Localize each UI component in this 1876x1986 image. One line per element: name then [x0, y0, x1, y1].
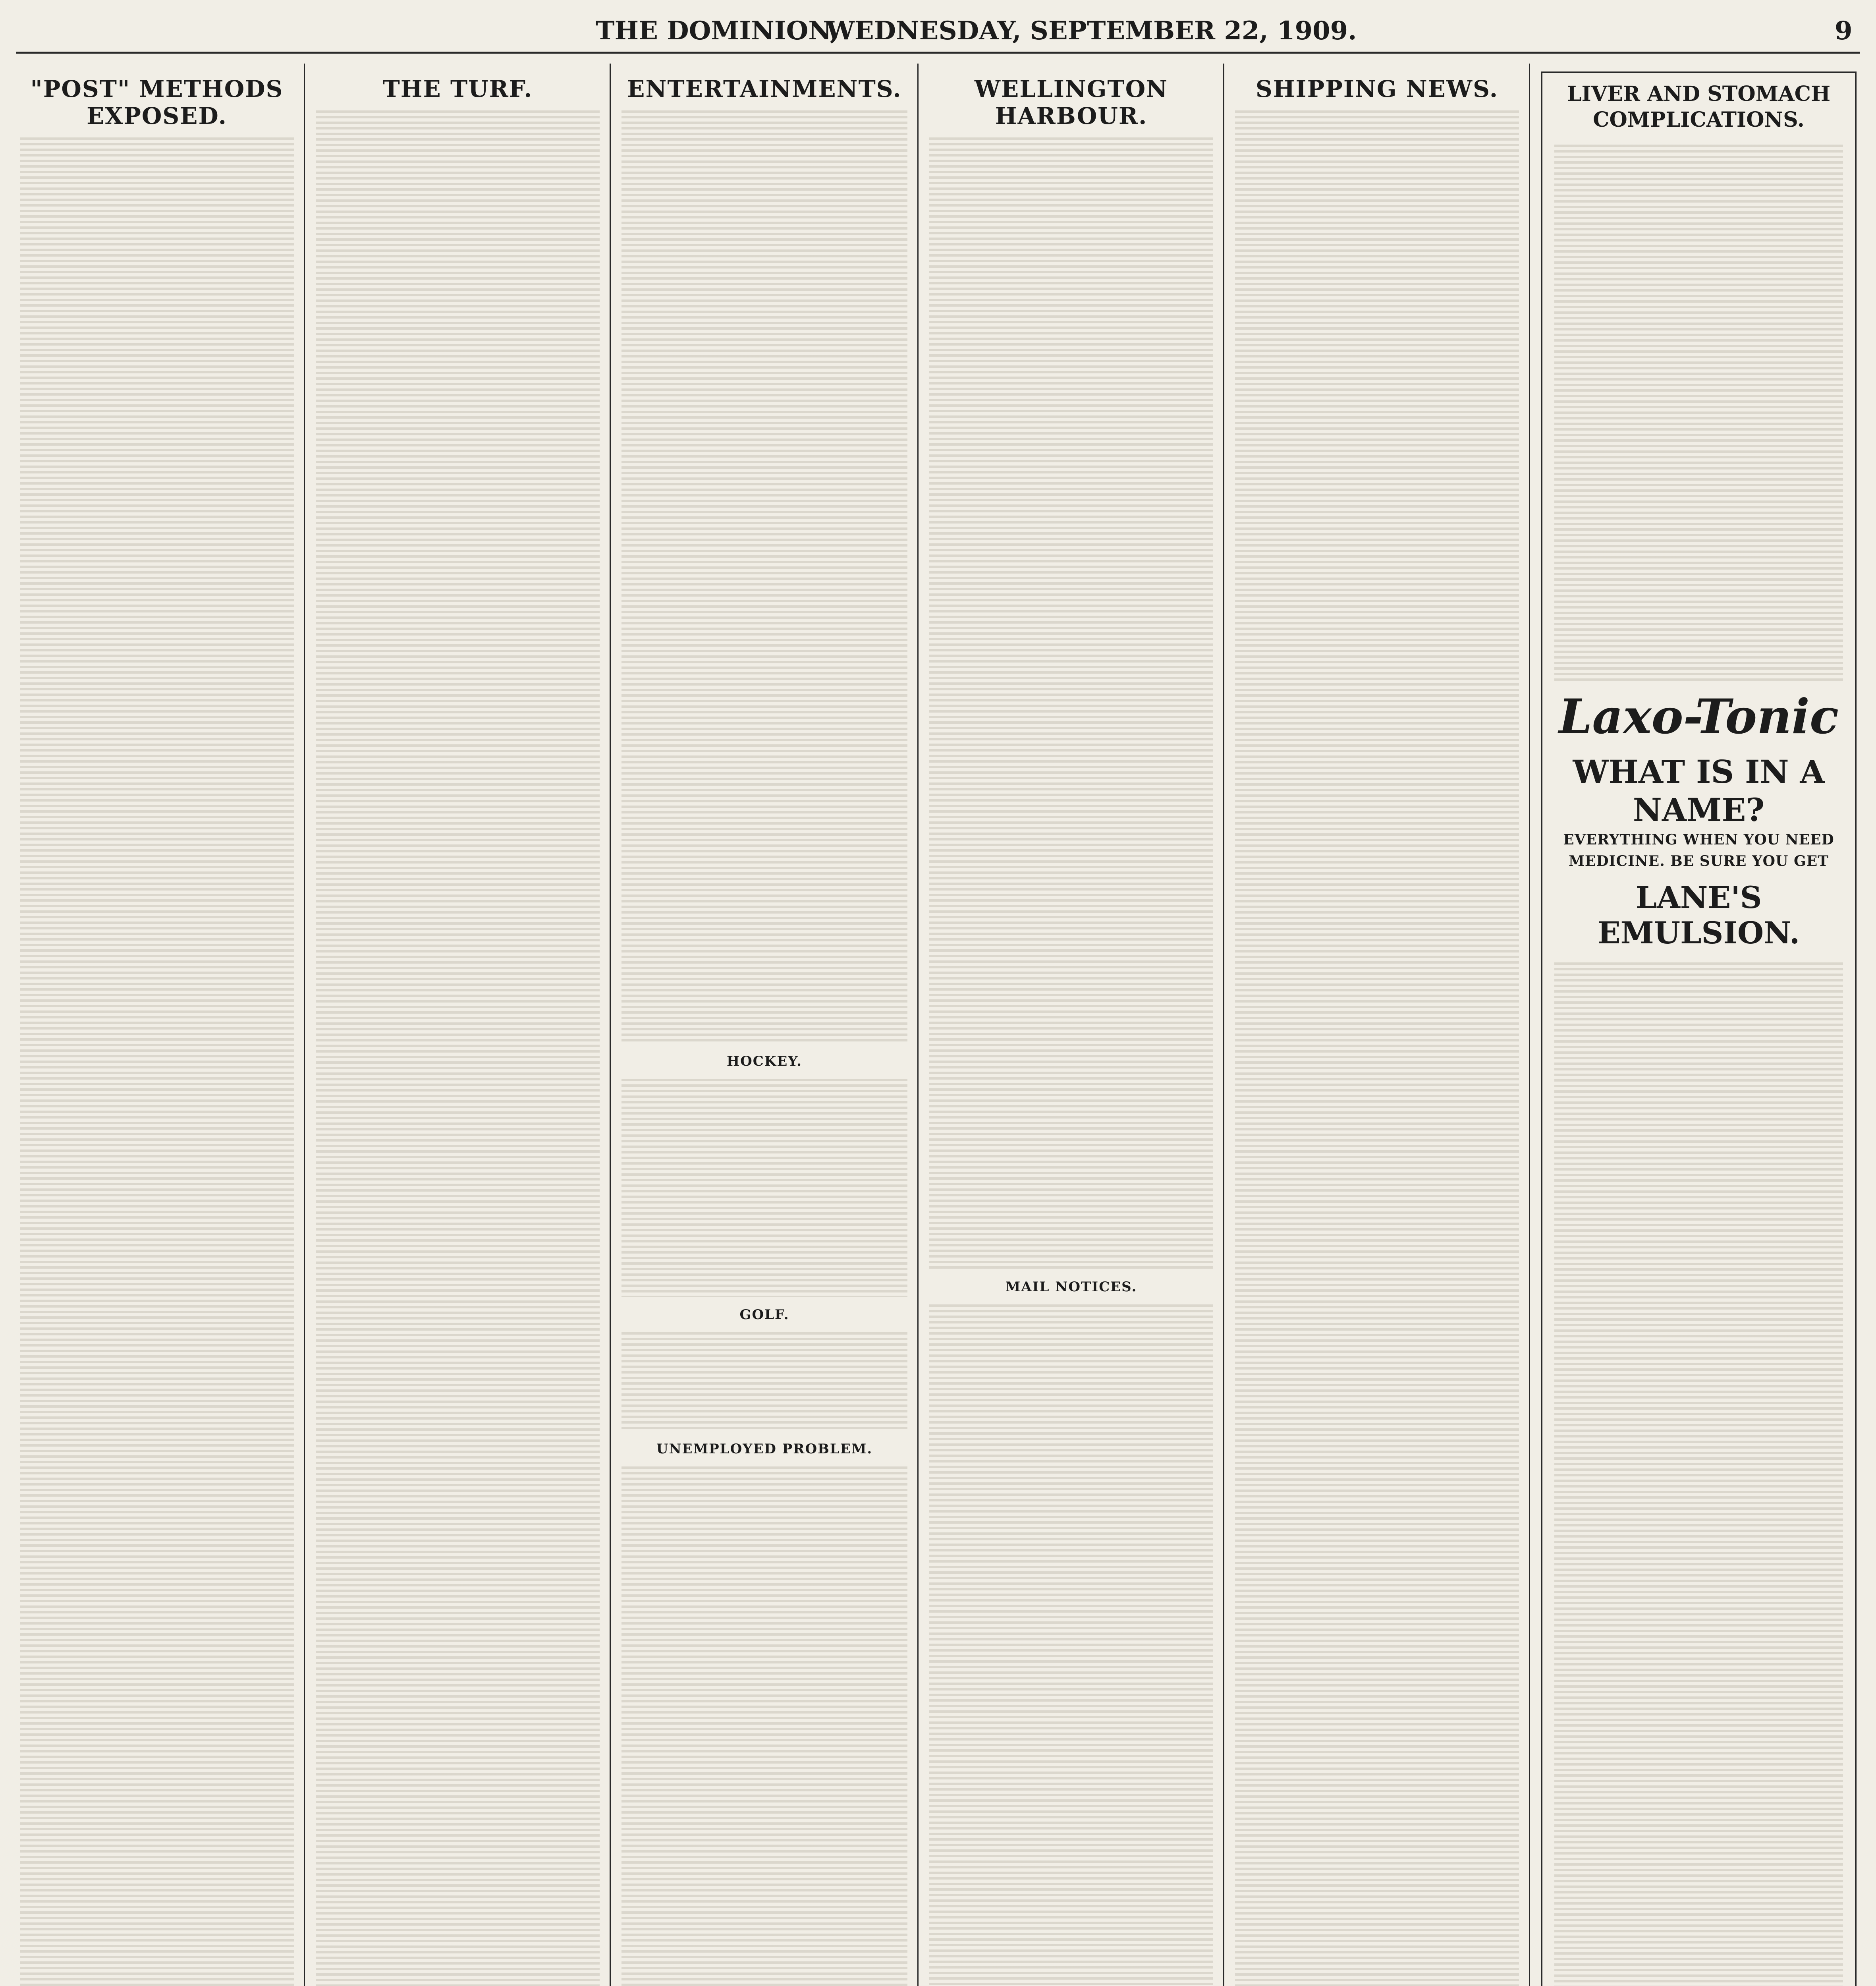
- ad-product: LANE'S EMULSION.: [1597, 880, 1800, 950]
- section-heading: MAIL NOTICES.: [1005, 1279, 1137, 1295]
- column-rule: [917, 64, 919, 1986]
- column-post-methods: [12, 64, 302, 1986]
- column-heading: SHIPPING NEWS.: [1255, 75, 1499, 102]
- advertisement: [1541, 71, 1857, 1986]
- issue-date: WEDNESDAY, SEPTEMBER 22, 1909.: [826, 16, 1357, 46]
- illegible-text-block: [929, 1304, 1213, 1986]
- column-harbour: [921, 64, 1221, 1986]
- column-heading: "POST" METHODS EXPOSED.: [30, 75, 284, 129]
- ad-logo: Laxo-Tonic: [1558, 689, 1839, 745]
- column-heading: WELLINGTON HARBOUR.: [974, 75, 1168, 129]
- column-entertainments: [614, 64, 915, 1986]
- illegible-text-block: [1235, 110, 1519, 1986]
- illegible-text-block: [621, 110, 907, 1044]
- illegible-text-block: [1554, 145, 1843, 681]
- illegible-text-block: [316, 110, 600, 1986]
- illegible-text-block: [1554, 962, 1843, 1986]
- section-heading: GOLF.: [739, 1307, 789, 1323]
- illegible-text-block: [621, 1466, 907, 1986]
- illegible-text-block: [621, 1332, 907, 1432]
- column-rule: [1223, 64, 1224, 1986]
- illegible-text-block: [20, 137, 294, 1986]
- column-heading: THE TURF.: [382, 75, 533, 102]
- column-rule: [1529, 64, 1530, 1986]
- ad-subtitle: EVERYTHING WHEN YOU NEED MEDICINE. BE SURE YOU GET: [1563, 831, 1834, 869]
- masthead-rule: [16, 52, 1860, 54]
- ad-title: LIVER AND STOMACH COMPLICATIONS.: [1567, 82, 1831, 132]
- illegible-text-block: [621, 1079, 907, 1297]
- column-shipping: [1227, 64, 1527, 1986]
- paper-title: THE DOMINION,: [596, 16, 839, 46]
- column-advertising: [1533, 64, 1864, 1986]
- column-rule: [304, 64, 305, 1986]
- ad-tagline: WHAT IS IN A NAME?: [1573, 753, 1825, 829]
- column-turf: [308, 64, 608, 1986]
- illegible-text-block: [929, 137, 1213, 1269]
- page-number: 9: [1835, 16, 1853, 46]
- column-rule: [610, 64, 611, 1986]
- column-heading: ENTERTAINMENTS.: [627, 75, 902, 102]
- section-heading: HOCKEY.: [727, 1053, 802, 1069]
- section-heading: UNEMPLOYED PROBLEM.: [656, 1441, 873, 1457]
